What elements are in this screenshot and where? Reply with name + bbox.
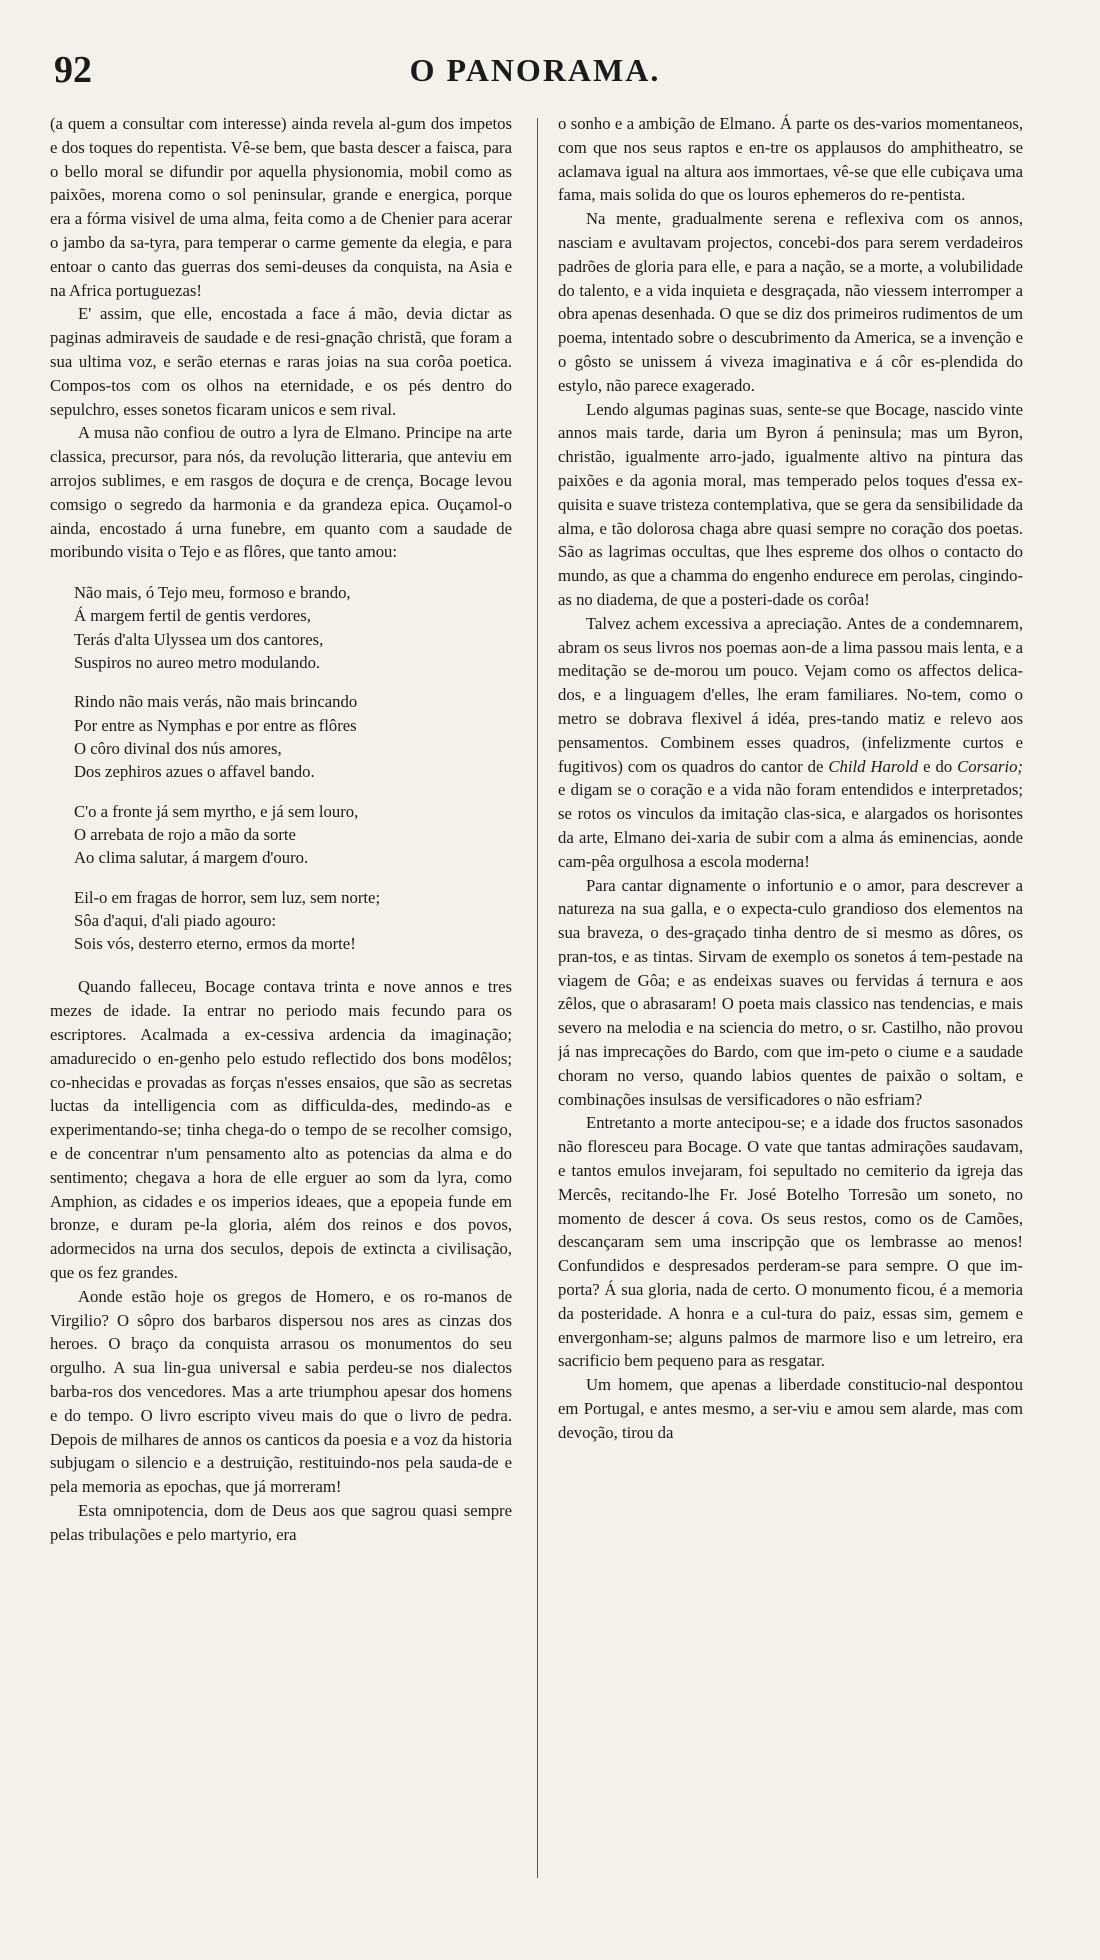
poem-stanza (74, 690, 512, 783)
poem-line: O côro divinal dos nús amores, (74, 738, 282, 758)
paragraph: Para cantar dignamente o infortunio e o amor, para descrever a natureza na sua galla, e o expecta-culo grandioso dos elementos na sua braveza, o des-graçado tinha dentro de si mesmo as dôres, os pran-tos, e as tintas. Sirvam de exemplo os sonetos á tem-pestade na viagem de Gôa; e as endeixas suaves ou fervidas á ternura e aos zêlos, que o abrasaram! O poeta mais classico nas tendencias, e mais severo na melodia e na sciencia do metro, o sr. Castilho, não provou já nas imprecações do Bardo, com que im-peto o ciume e a saudade choram no verso, quando labios quentes de paixão o soltam, e combinações insulsas de versificadores o não esfriam? (558, 875, 1023, 1109)
sonnet (50, 581, 512, 955)
poem-line: Terás d'alta Ulyssea um dos cantores, (74, 629, 324, 649)
page-header (50, 48, 1020, 98)
paragraph: Um homem, que apenas a liberdade constitucio-nal despontou em Portugal, e antes mesmo, a ser-viu e amou sem alarde, mas com devoção, tirou da (558, 1375, 1023, 1442)
running-title: O PANORAMA. (409, 52, 661, 88)
poem-line: Não mais, ó Tejo meu, formoso e brando, (74, 583, 351, 603)
paragraph: o sonho e a ambição de Elmano. Á parte os des-varios momentaneos, com que nos seus raptos e en-tre os applausos do amphitheatro, se aclamava igual na altura aos immortaes, vê-se que elle cubiçava uma fama, mais solida do que os louros ephemeros do re-pentista. (558, 114, 1023, 205)
left-column (50, 112, 512, 1912)
page-number: 92 (54, 49, 92, 91)
poem-line: Sois vós, desterro eterno, ermos da morte! (74, 934, 356, 954)
poem-stanza (74, 800, 512, 870)
text-run: e digam se o coração e a vida não foram entendidos e interpretados; se rotos os vinculos da imitação clas-sica, e alargados os horisontes da arte, Elmano dei-xaria de subir com a alma ás eminencias, aonde cam-pêa orgulhosa a escola moderna! (558, 780, 1023, 871)
poem-line: C'o a fronte já sem myrtho, e já sem louro, (74, 801, 359, 821)
poem-line: Ao clima salutar, á margem d'ouro. (74, 848, 309, 868)
poem-line: Sôa d'aqui, d'ali piado agouro: (74, 911, 277, 931)
paragraph: A musa não confiou de outro a lyra de Elmano. Principe na arte classica, precursor, para nós, da revolução litteraria, que anteviu em arrojos sublimes, e em rasgos de doçura e de crença, Bocage levou comsigo o segredo da harmonia e da grandeza epica. Ouçamol-o ainda, encostado á urna funebre, em quanto com a saudade de moribundo visita o Tejo e as flôres, que tanto amou: (50, 423, 512, 562)
right-column (558, 112, 1023, 1912)
poem-stanza (74, 581, 512, 674)
poem-line: Por entre as Nymphas e por entre as flôres (74, 715, 357, 735)
paragraph: Entretanto a morte antecipou-se; e a idade dos fructos sasonados não floresceu para Bocage. O vate que tantas admirações saudavam, e tantos emulos invejaram, foi sepultado no cemiterio da igreja das Mercês, recitando-lhe Fr. José Botelho Torresão um soneto, no momento de descer á cova. Os seus restos, como os de Camões, descançaram sem uma inscripção que os lembrasse ao menos! Confundidos e despresados perderam-se para sempre. O que im-porta? Á sua gloria, nada de certo. O monumento ficou, é a memoria da posteridade. A honra e a cul-tura do paiz, essas sim, gemem e envergonham-se; alguns palmos de marmore liso e um letreiro, era sacrificio bem pequeno para as resgatar. (558, 1113, 1023, 1371)
poem-line: O arrebata de rojo a mão da sorte (74, 824, 296, 844)
poem-line: Rindo não mais verás, não mais brincando (74, 692, 358, 712)
paragraph: (a quem a consultar com interesse) ainda revela al-gum dos impetos e dos toques do repentista. Vê-se bem, que basta descer a faisca, para o bello moral se difundir por aquella physionomia, mobil como as paixões, morena como o sol peninsular, grande e energica, porque era a fórma visivel de uma alma, feita como a de Chenier para acerar o jambo da sa-tyra, para temperar o carme gemente da elegia, e para entoar o canto das guerras dos semi-deuses da conquista, na Asia e na Africa portuguezas! (50, 114, 512, 300)
work-title: Child Harold (828, 756, 919, 776)
poem-line: Eil-o em fragas de horror, sem luz, sem norte; (74, 887, 381, 907)
paragraph: Na mente, gradualmente serena e reflexiva com os annos, nasciam e avultavam projectos, concebi-dos para serem verdadeiros padrões de gloria para elle, e para a nação, se a morte, a volubilidade do talento, e a vida inquieta e desgraçada, não viessem interromper a obra apenas desenhada. O que se diz dos primeiros rudimentos de um poema, intentado sobre o descubrimento da America, se a invenção e o gôsto se unissem á viveza imaginativa e á côr es-plendida do estylo, não parece exagerado. (558, 209, 1023, 395)
column-divider (537, 118, 538, 1878)
poem-line: Dos zephiros azues o affavel bando. (74, 762, 315, 782)
poem-stanza (74, 886, 512, 956)
paragraph: E' assim, que elle, encostada a face á mão, devia dictar as paginas admiraveis de saudade e de resi-gnação christã, que foram a sua ultima voz, e serão eternas e raras joias na sua corôa poetica. Compos-tos com os olhos na eternidade, e os pés dentro do sepulchro, esses sonetos ficaram unicos e sem rival. (50, 304, 512, 419)
poem-line: Suspiros no aureo metro modulando. (74, 652, 321, 672)
text-run: e do (918, 756, 958, 776)
paragraph: Aonde estão hoje os gregos de Homero, e os ro-manos de Virgilio? O sôpro dos barbaros dispersou nos ares as cinzas dos heroes. O braço da conquista arrasou os monumentos do seu orgulho. A sua lin-gua universal e sabia perdeu-se nos dialectos barba-ros dos vencedores. Mas a arte triumphou apesar dos homens e do tempo. O livro escripto viveu mais do que o livro de pedra. Depois de milhares de annos os canticos da poesia e a voz da historia subjugam o silencio e a destruição, restituindo-nos pela sauda-de e pela memoria as epochas, que já morreram! (50, 1286, 512, 1497)
paragraph: Lendo algumas paginas suas, sente-se que Bocage, nascido vinte annos mais tarde, daria um Byron á peninsula; mas um Byron, christão, igualmente arro-jado, igualmente altivo na pintura das paixões e da agonia moral, mas temperado pelos toques d'essa ex-quisita e suave tristeza contemplativa, que se gera da sensibilidade da alma, e tão dolorosa chaga abre quasi sempre no coração dos poetas. São as lagrimas occultas, que lhes espreme dos olhos o contacto do mundo, as que a chamma do engenho endurece em perolas, cingindo-as no diadema, de que a posteri-dade os corôa! (558, 399, 1023, 609)
work-title: Corsario; (957, 756, 1023, 776)
text-run: Talvez achem excessiva a apreciação. Antes de a condemnarem, abram os seus livros nos poemas aon-de a lima passou mais lenta, e a meditação se de-morou um pouco. Vejam como os affectos delica-dos, e a linguagem d'elles, lhe eram familiares. No-tem, como o metro se dobrava flexivel á idéa, pres-tando matiz e relevo aos pensamentos. Combinem esses quadros, (infelizmente curtos e fugitivos) com os quadros do cantor de (558, 613, 1023, 776)
poem-line: Á margem fertil de gentis verdores, (74, 606, 311, 626)
paragraph: Esta omnipotencia, dom de Deus aos que sagrou quasi sempre pelas tribulações e pelo martyrio, era (50, 1501, 512, 1544)
paragraph (558, 612, 1023, 874)
paragraph: Quando falleceu, Bocage contava trinta e nove annos e tres mezes de idade. Ia entrar no periodo mais fecundo para os escriptores. Acalmada a ex-cessiva ardencia da imaginação; amadurecido o en-genho pelo estudo reflectido dos bons modêlos; co-nhecidas e provadas as forças n'esses ensaios, que são as secretas luctas da intelligencia com as difficulda-des, medindo-as e experimentando-se; tinha chega-do o tempo de se recolher comsigo, e de concentrar n'um pensamento alto as potencias da alma e do sentimento; chegava a hora de elle erguer ao som da lyra, como Amphion, as cidades e os imperios ideaes, que a epopeia funde em bronze, e duram pe-la gloria, além dos reinos e dos povos, adormecidos na urna dos seculos, depois de extincta a civilisação, que os fez grandes. (50, 977, 512, 1283)
